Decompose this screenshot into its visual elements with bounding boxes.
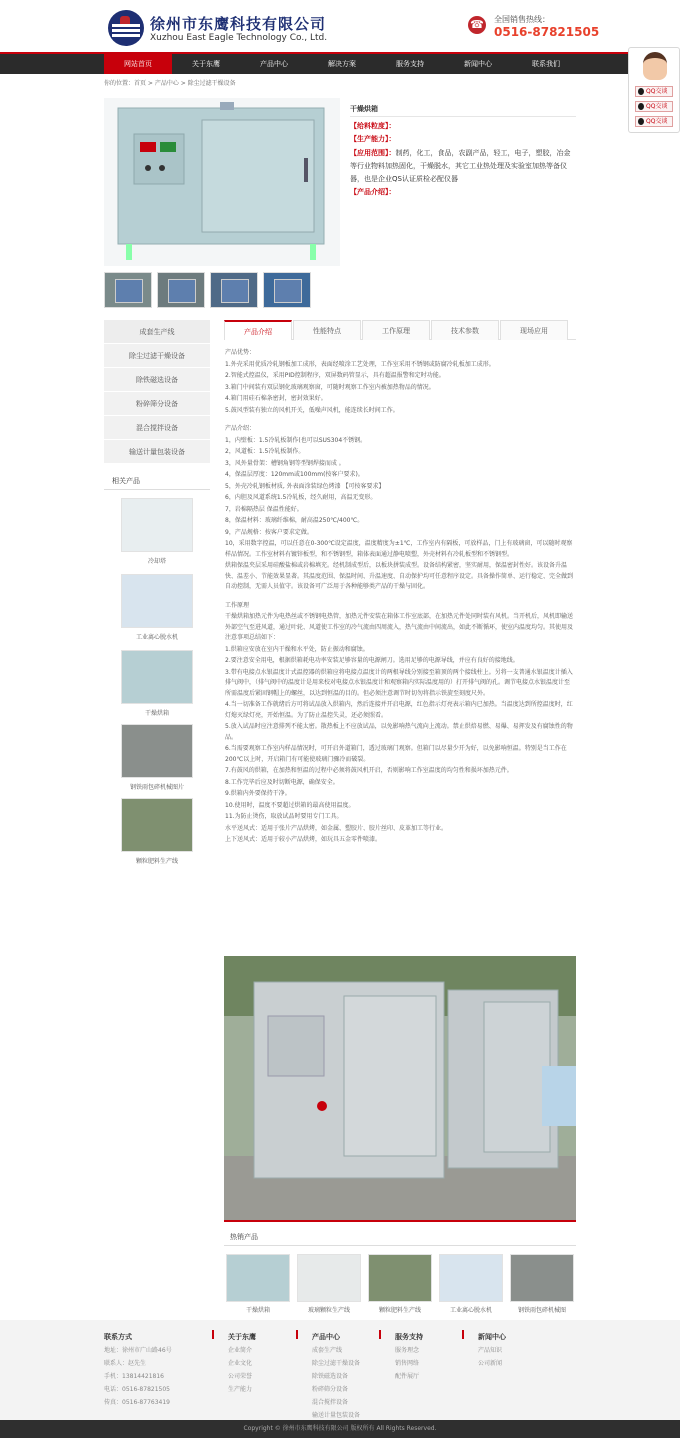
footer-products: 产品中心 成套生产线 除尘过滤干燥设备 除铁磁选设备 粉碎筛分设备 混合搅拌设备 输送计量包装设备	[312, 1330, 360, 1422]
footer-link[interactable]: 粉碎筛分设备	[312, 1386, 349, 1393]
product-attr-row: 【给料粒度】：	[350, 122, 396, 130]
divider	[212, 1330, 214, 1339]
phone-icon: ☎	[468, 16, 486, 34]
description-paragraph: 2.智能式控温仪，采用PID控制程序，双屏数码管显示，具有超温报警和定时功能。	[225, 372, 445, 379]
sidebar-item-category[interactable]: 成套生产线	[104, 320, 210, 344]
footer-link[interactable]: 除铁磁选设备	[312, 1373, 349, 1380]
description-paragraph: 10.使用时，温度不要超过烘箱的最高使用温度。	[225, 801, 355, 809]
main-nav	[0, 52, 680, 74]
description-paragraph: 9，产品规格：按客户要求定做。	[225, 528, 313, 536]
footer-link[interactable]: 服务理念	[395, 1347, 420, 1354]
description-paragraph: 工作原理	[225, 601, 250, 609]
description-paragraph: 5，外壳冷轧钢板材质, 外表面涂装绿色烤漆 【可按客要求】	[225, 482, 385, 490]
description-paragraph: 4.箱门用硅石棉条密封，密封效果好。	[225, 395, 327, 402]
divider	[379, 1330, 381, 1339]
footer-contact: 联系方式 地址：徐州市广山路46号 联系人：赵先生 手机：13814421816 电话：0516-87821505 传真：0516-87763419	[104, 1333, 172, 1406]
footer-link[interactable]: 生产能力	[228, 1386, 253, 1393]
hot-product[interactable]: 钢铁雨包碎机械图	[508, 1254, 576, 1314]
description-paragraph: 1.外壳采用优质冷轧钢板加工成形，表面经喷涂工艺处理，工作室采用不锈钢或防腐冷轧板加工成形。	[225, 360, 495, 368]
description-paragraph: 烘箱保温夹层采用硅酸盐棉或岩棉填充。经机制成型后，以板块拼装成型。设备结构紧密，坚实耐用，保温密封性好。该设备升温快、温差小、节能效果显著。其温度范围、保温时间、升温速度、自动保护均可任意程序设定。具备操作简单、运行稳定、完全做到自动控制，无需人员值守。该设备可广泛用于各种能够类产品的干燥与固化。	[225, 562, 574, 590]
description-paragraph: 4，保温层厚度：120mm或100mm(按客户要求)。	[225, 471, 364, 478]
footer-link[interactable]: 销售网络	[395, 1360, 420, 1367]
product-tabs	[224, 320, 576, 340]
description-paragraph	[225, 417, 575, 423]
description-paragraph: 1.烘箱应安放在室内干燥和水平处，防止振动和腐蚀。	[225, 645, 369, 653]
description-paragraph: 6，内胆及风道系统1.5冷轧板，经久耐用，高温无变形。	[225, 494, 377, 501]
description-paragraph: 8.工作完毕后应及时切断电源，确保安全。	[225, 778, 339, 786]
thumbnail[interactable]	[104, 272, 152, 308]
product-main-image	[104, 98, 340, 266]
company-name-cn: 徐州市东鹰科技有限公司	[150, 15, 327, 33]
nav-item-service[interactable]: 服务支持	[396, 60, 424, 68]
tab-features[interactable]: 性能特点	[293, 320, 361, 340]
sidebar-item-category[interactable]: 粉碎筛分设备	[104, 392, 210, 416]
sidebar-item-category[interactable]: 除尘过滤干燥设备	[104, 344, 210, 368]
description-paragraph: 3.带有电接点水银温度计式温控器的烘箱应将电接点温度计的两根导线分别接至箱顶的两个接线柱上。另将一支普通水银温度计插入排气阀中，（排气阀中的温度计是用来校对电接点水银温度计和观察箱内实际温度用的）打开排气阀的孔。调节电接点水银温度计至所需温度后紧固钢帽上的螺丝，以达到恒温的目的。但必须注意调节时切勿将指示铁旋至刻度尺外。	[225, 668, 573, 697]
divider	[462, 1330, 464, 1339]
description-paragraph: 水平送风式：适用于张片产品烘烤，如金属、塑胶片、胶片丝印、皮革加工等行业。	[225, 824, 448, 832]
thumbnail[interactable]	[210, 272, 258, 308]
sidebar-item-category[interactable]: 输送计量包装设备	[104, 440, 210, 464]
breadcrumb: 你的位置：首页 > 产品中心 > 除尘过滤干燥设备	[104, 80, 236, 87]
nav-item-home[interactable]: 网站首页	[104, 54, 172, 74]
nav-item-products[interactable]: 产品中心	[260, 60, 288, 68]
related-product[interactable]: 工业离心脱水机	[104, 574, 210, 641]
description-paragraph: 3，风外量骨架：槽钢角钢等型钢焊接而成 。	[225, 459, 345, 467]
description-paragraph: 4.当一切准备工作就绪后方可将试品放入烘箱内，然后连接并开启电源，红色指示灯亮表示箱内已加热。当温度达到所控温度时，红灯熄灭绿灯亮，开始恒温。为了防止温控失灵，还必须照看。	[225, 701, 573, 719]
description-paragraph: 2，风道板：1.5冷轧板制作。	[225, 448, 305, 455]
related-product[interactable]: 冷却塔	[104, 498, 210, 565]
related-product[interactable]: 颗粒肥料生产线	[104, 798, 210, 865]
tab-specs[interactable]: 技术参数	[431, 320, 499, 340]
footer-link[interactable]: 企业简介	[228, 1347, 253, 1354]
related-products-title: 相关产品	[104, 472, 210, 490]
footer-link[interactable]: 混合搅拌设备	[312, 1399, 349, 1406]
description-paragraph: 10，采用数字控温，可以任意在0-300℃设定温度，温度精度为±1℃，工作室内有隔板，可放样品，门上有玻璃窗，可以随时观察样品情况。工作室材料有镀锌板型，和不锈钢型，箱体表面通过静电喷塑，外壳材料有冷轧板型和不锈钢型。	[225, 540, 573, 558]
footer-link[interactable]: 产品知识	[478, 1347, 503, 1354]
description-paragraph: 3.箱门中间装有双层钢化玻璃观察窗，可随时观察工作室内被加热物品的情况。	[225, 383, 435, 391]
description-paragraph: 产品优势：	[225, 349, 256, 356]
tab-applications[interactable]: 现场应用	[500, 320, 568, 340]
product-attr-row: 【产品介绍】：	[350, 188, 396, 196]
product-photo	[224, 956, 576, 1222]
hot-product[interactable]: 干燥烘箱	[224, 1254, 292, 1314]
description-paragraph: 上下送风式：适用于较小产品烘烤，如玩具五金零件喷漆。	[225, 836, 382, 843]
product-attr-row: 【应用范围】：制药，化工，食品，农副产品，轻工，电子，塑胶，冶金等行业物料加热固化，干燥脱水，其它工业热处理及实验室加热等备仪器，也是企业QS认证质检必配仪器	[350, 149, 571, 183]
thumbnail[interactable]	[263, 272, 311, 308]
hotline-label: 全国销售热线：	[494, 15, 550, 24]
company-logo-icon[interactable]	[108, 10, 144, 46]
copyright: Copyright © 徐州市东鹰科技有限公司 版权所有 All Rights Reserved.	[0, 1420, 680, 1438]
description-paragraph: 6.当需要观察工作室内样品情况时，可开启外道箱门，透过玻璃门观察。但箱门以尽量少开为好，以免影响恒温。特别是当工作在200℃以上时，开启箱门有可能使玻璃门骤冷而破裂。	[225, 745, 567, 763]
product-description	[225, 348, 575, 942]
product-attr-row: 【生产能力】：	[350, 135, 396, 143]
hotline-number: 0516-87821505	[494, 25, 600, 39]
hot-products-title: 热销产品	[224, 1228, 576, 1246]
hot-product[interactable]: 工业离心脱水机	[437, 1254, 505, 1314]
description-paragraph: 7.有鼓风的烘箱，在加热和恒温的过程中必须将鼓风机开启，否则影响工作室温度的均匀性和损坏加热元件。	[225, 767, 513, 774]
footer-link[interactable]: 输送计量包装设备	[312, 1412, 361, 1419]
site-header	[0, 0, 680, 52]
qq-chat-button[interactable]: QQ交谈	[635, 116, 673, 127]
hot-product[interactable]: 玻璃颗粒生产线	[295, 1254, 363, 1314]
related-product[interactable]: 钢铁雨包碎机械图片	[104, 724, 210, 791]
description-paragraph: 9.烘箱内外要保持干净。	[225, 790, 291, 797]
sidebar-item-category[interactable]: 混合搅拌设备	[104, 416, 210, 440]
description-paragraph: 7，岩棉隔热层 保温性能好。	[225, 505, 303, 513]
hot-products-list	[224, 1254, 579, 1314]
description-paragraph	[225, 594, 575, 600]
qq-chat-button[interactable]: QQ交谈	[635, 101, 673, 112]
tab-intro[interactable]: 产品介绍	[224, 320, 292, 340]
support-avatar	[643, 52, 667, 80]
sidebar-item-category[interactable]: 除铁磁选设备	[104, 368, 210, 392]
footer-link[interactable]: 配件展厅	[395, 1373, 420, 1380]
related-product[interactable]: 干燥烘箱	[104, 650, 210, 717]
nav-item-news[interactable]: 新闻中心	[464, 60, 492, 68]
footer-link[interactable]: 公司新闻	[478, 1360, 503, 1367]
nav-item-solutions[interactable]: 解决方案	[328, 60, 356, 68]
footer-link[interactable]: 成套生产线	[312, 1347, 343, 1354]
footer-service: 服务支持 服务理念 销售网络 配件展厅	[395, 1330, 423, 1383]
company-name-en: Xuzhou East Eagle Technology Co., Ltd.	[150, 33, 328, 43]
hot-product[interactable]: 颗粒肥料生产线	[366, 1254, 434, 1314]
description-paragraph: 干燥烘箱加热元件为电热丝或不锈钢电热管，加热元件安装在箱体工作室底部，在加热元件处同时装有风机。当开机后，风机即输送外部空气至进风道，通过叶轮、风道使工作室的冷气流由四周流入，热气流由中间流出，如此不断循环，使室内温度均匀。其使用及注意事项总结如下：	[225, 613, 574, 641]
footer-link[interactable]: 企业文化	[228, 1360, 253, 1367]
description-paragraph: 5.鼓风型装有独立的风机开关，低噪声风机，能连续长时间工作。	[225, 406, 399, 414]
description-paragraph: 1，内壁板：1.5冷轧板制作(也可以SUS304不锈钢。	[225, 436, 367, 444]
footer-link[interactable]: 公司荣誉	[228, 1373, 253, 1380]
footer-news: 新闻中心 产品知识 公司新闻	[478, 1330, 506, 1370]
description-paragraph: 2.要注意安全用电，根据烘箱耗电功率安装足够容量的电源闸刀。选用足够的电源导线，并应有良好的接地线。	[225, 657, 519, 664]
description-paragraph: 产品介绍：	[225, 425, 256, 432]
product-title: 干燥烘箱	[350, 105, 378, 113]
description-paragraph: 5.放入试品时应注意排列不能太密。散热板上不应放试品，以免影响热气流向上流动。禁止烘焙易燃、易爆、易挥发及有腐蚀性的物品。	[225, 723, 573, 741]
nav-item-about[interactable]: 关于东鹰	[192, 60, 220, 68]
divider	[296, 1330, 298, 1339]
footer-link[interactable]: 除尘过滤干燥设备	[312, 1360, 361, 1367]
description-paragraph: 8，保温材料：玻璃纤维棉，耐高温250℃/400℃。	[225, 517, 364, 524]
nav-item-contact[interactable]: 联系我们	[532, 60, 560, 68]
qq-float-panel	[628, 47, 680, 133]
tab-principle[interactable]: 工作原理	[362, 320, 430, 340]
product-thumbnails	[104, 272, 316, 308]
qq-chat-button[interactable]: QQ交谈	[635, 86, 673, 97]
thumbnail[interactable]	[157, 272, 205, 308]
category-sidebar	[104, 320, 210, 464]
footer-about: 关于东鹰 企业简介 企业文化 公司荣誉 生产能力	[228, 1330, 256, 1396]
divider	[350, 116, 576, 117]
description-paragraph: 11.为防止烫伤，取放试品时要用专门工具。	[225, 813, 343, 820]
